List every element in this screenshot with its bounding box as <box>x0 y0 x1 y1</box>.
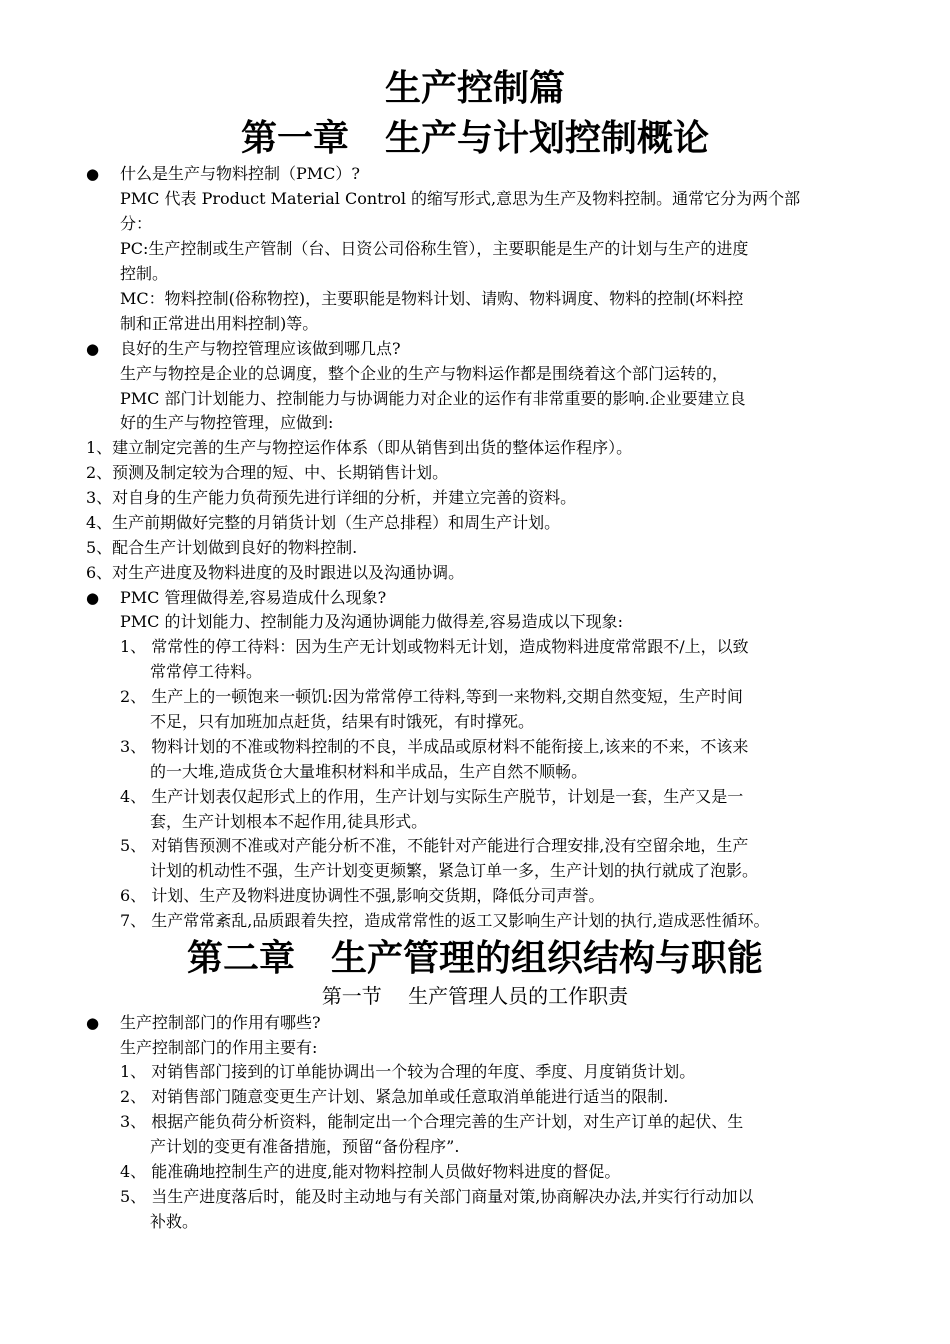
list-item: 2、 对销售部门随意变更生产计划、紧急加单或任意取消单能进行适当的限制. <box>120 1087 669 1106</box>
main-title: 生产控制篇 <box>384 67 565 109</box>
list-item: 1、 常常性的停工待料：因为生产无计划或物料无计划，造成物料进度常常跟不/上，以致 <box>120 637 749 656</box>
list-item: 5、 当生产进度落后时，能及时主动地与有关部门商量对策,协商解决办法,并实行行动加以 <box>120 1187 754 1206</box>
paragraph-line: PMC 的计划能力、控制能力及沟通协调能力做得差,容易造成以下现象: <box>120 612 623 631</box>
list-item-continuation: 产计划的变更有准备措施，预留“备份程序”. <box>150 1137 460 1156</box>
list-item: 3、 物料计划的不准或物料控制的不良，半成品或原材料不能衔接上,该来的不来，不该来 <box>120 737 749 756</box>
question-4: 生产控制部门的作用有哪些? <box>120 1013 321 1032</box>
paragraph-line: 制和正常进出用料控制)等。 <box>120 314 319 333</box>
list-item-continuation: 常常停工待料。 <box>150 662 263 681</box>
paragraph-line: MC：物料控制(俗称物控)，主要职能是物料计划、请购、物料调度、物料的控制(坏料控 <box>120 289 744 308</box>
paragraph-line: 分： <box>120 214 153 233</box>
paragraph-line: PC:生产控制或生产管制（台、日资公司俗称生管），主要职能是生产的计划与生产的进度 <box>120 239 749 258</box>
paragraph-line: 控制。 <box>120 264 169 283</box>
chapter-1-title: 第一章 生产与计划控制概论 <box>240 117 709 159</box>
list-item: 4、 生产计划表仅起形式上的作用，生产计划与实际生产脱节，计划是一套，生产又是一 <box>120 787 744 806</box>
list-item: 1、建立制定完善的生产与物控运作体系（即从销售到出货的整体运作程序）。 <box>86 438 633 457</box>
bullet-icon: ● <box>86 340 100 358</box>
paragraph-line: 好的生产与物控管理，应做到: <box>120 413 334 432</box>
list-item: 4、 能准确地控制生产的进度,能对物料控制人员做好物料进度的督促。 <box>120 1162 621 1181</box>
question-3: PMC 管理做得差,容易造成什么现象? <box>120 588 387 607</box>
paragraph-line: 生产控制部门的作用主要有: <box>120 1038 318 1057</box>
list-item: 6、 计划、生产及物料进度协调性不强,影响交货期，降低分司声誉。 <box>120 886 605 905</box>
bullet-icon: ● <box>86 589 100 607</box>
list-item: 3、 根据产能负荷分析资料，能制定出一个合理完善的生产计划，对生产订单的起伏、生 <box>120 1112 744 1131</box>
list-item: 6、对生产进度及物料进度的及时跟进以及沟通协调。 <box>86 563 465 582</box>
list-item: 4、生产前期做好完整的月销货计划（生产总排程）和周生产计划。 <box>86 513 561 532</box>
paragraph-line: 生产与物控是企业的总调度，整个企业的生产与物料运作都是围绕着这个部门运转的， <box>120 364 729 383</box>
list-item: 1、 对销售部门接到的订单能协调出一个较为合理的年度、季度、月度销货计划。 <box>120 1062 696 1081</box>
bullet-icon: ● <box>86 1014 100 1032</box>
section-title: 第一节 生产管理人员的工作职责 <box>321 984 629 1008</box>
list-item-continuation: 计划的机动性不强，生产计划变更频繁，紧急订单一多，生产计划的执行就成了泡影。 <box>150 861 759 880</box>
question-2: 良好的生产与物控管理应该做到哪几点? <box>120 339 401 358</box>
paragraph-line: PMC 代表 Product Material Control 的缩写形式,意思为生产及物料控制。通常它分为两个部 <box>120 189 801 208</box>
list-item-continuation: 补救。 <box>150 1212 199 1231</box>
list-item: 5、配合生产计划做到良好的物料控制. <box>86 538 358 557</box>
paragraph-line: PMC 部门计划能力、控制能力与协调能力对企业的运作有非常重要的影响.企业要建立良 <box>120 389 746 408</box>
list-item-continuation: 的一大堆,造成货仓大量堆积材料和半成品，生产自然不顺畅。 <box>150 762 588 781</box>
chapter-2-title: 第二章 生产管理的组织结构与职能 <box>186 937 763 979</box>
list-item: 2、预测及制定较为合理的短、中、长期销售计划。 <box>86 463 449 482</box>
list-item: 2、 生产上的一顿饱来一顿饥:因为常常停工待料,等到一来物料,交期自然变短，生产时间 <box>120 687 743 706</box>
list-item: 5、 对销售预测不准或对产能分析不准，不能针对产能进行合理安排,没有空留余地，生产 <box>120 836 749 855</box>
list-item-continuation: 套，生产计划根本不起作用,徒具形式。 <box>150 812 428 831</box>
question-1: 什么是生产与物料控制（PMC）? <box>120 164 360 183</box>
list-item: 3、对自身的生产能力负荷预先进行详细的分析，并建立完善的资料。 <box>86 488 577 507</box>
list-item-continuation: 不足，只有加班加点赶货，结果有时饿死，有时撑死。 <box>150 712 535 731</box>
bullet-icon: ● <box>86 165 100 183</box>
list-item: 7、 生产常常紊乱,品质跟着失控，造成常常性的返工又影响生产计划的执行,造成恶性循环。 <box>120 911 770 930</box>
